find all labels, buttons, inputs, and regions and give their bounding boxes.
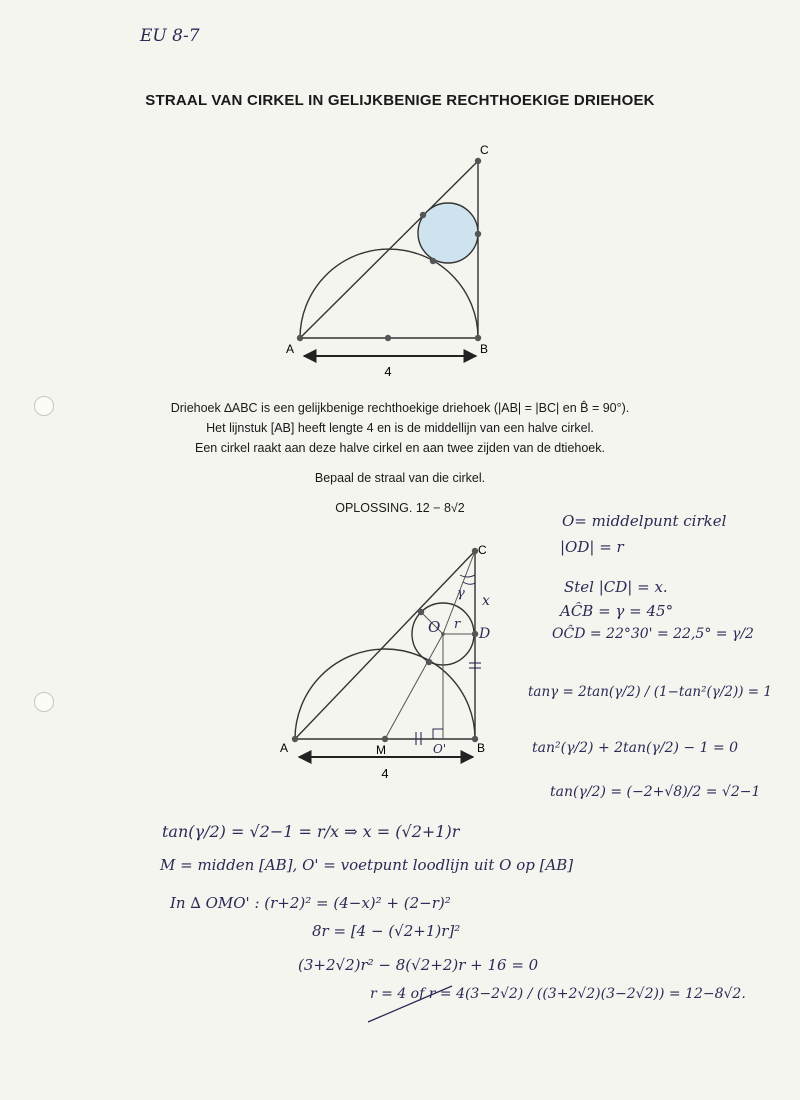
note-angle-ocd: OĈD = 22°30' = 22,5° = γ/2: [552, 626, 754, 642]
problem-line-1: Driehoek ∆ABC is een gelijkbenige rechthoekige driehoek (|AB| = |BC| en B̂ = 90°).: [170, 401, 630, 415]
label-c: C: [480, 143, 489, 157]
label-gamma: γ: [457, 586, 465, 601]
label-d: D: [479, 626, 491, 642]
tangent-circle: [418, 203, 478, 263]
side-ac-2: [295, 551, 475, 739]
note-set-x: Stel |CD| = x.: [564, 578, 668, 596]
label-o: O: [428, 618, 441, 636]
problem-line-3: Een cirkel raakt aan deze halve cirkel en aan twee zijden van de dtiehoek.: [195, 441, 605, 455]
note-tan-half: tan(γ/2) = (−2+√8)/2 = √2−1: [550, 784, 761, 800]
label-c-2: C: [478, 543, 487, 557]
strike-through-mark: [360, 980, 460, 1030]
point-c: [475, 158, 481, 164]
label-x: x: [482, 593, 490, 609]
problem-line-2: Het lijnstuk [AB] heeft lengte 4 en is de middellijn van een halve cirkel.: [206, 421, 594, 435]
problem-question: Bepaal de straal van die cirkel.: [314, 471, 486, 485]
length-label: 4: [384, 364, 392, 379]
point-tangent-semi: [430, 258, 436, 264]
derivation-line-2: M = midden [AB], O' = voetpunt loodlijn uit O op [AB]: [160, 856, 574, 874]
point-a: [297, 335, 303, 341]
note-center: O= middelpunt cirkel: [562, 512, 727, 530]
label-m: M: [376, 743, 386, 757]
point-tangent-hyp: [420, 212, 426, 218]
solution-line: OPLOSSING. 12 − 8√2: [335, 501, 465, 515]
right-angle-mark: [433, 729, 443, 739]
figure-2: [270, 535, 520, 785]
label-a-2: A: [280, 741, 289, 755]
punch-hole-bottom: [34, 692, 54, 712]
label-b-2: B: [477, 741, 486, 755]
point-b: [475, 335, 481, 341]
figure-1: [270, 135, 510, 385]
page-title: STRAAL VAN CIRKEL IN GELIJKBENIGE RECHTHOEKIGE DRIEHOEK: [145, 92, 655, 109]
label-r: r: [454, 617, 461, 632]
corner-note: EU 8-7: [140, 26, 200, 46]
derivation-line-1: tan(γ/2) = √2−1 = r/x ⇒ x = (√2+1)r: [162, 822, 460, 841]
point-midpoint: [385, 335, 391, 341]
note-angle-acb: AĈB = γ = 45°: [560, 602, 674, 620]
note-tan-gamma: tanγ = 2tan(γ/2) / (1−tan²(γ/2)) = 1: [528, 684, 772, 700]
length-label-2: 4: [381, 766, 389, 781]
derivation-line-4: 8r = [4 − (√2+1)r]²: [312, 922, 461, 940]
derivation-line-3: In ∆ OMO' : (r+2)² = (4−x)² + (2−r)²: [170, 894, 451, 912]
note-radius: |OD| = r: [560, 538, 624, 556]
point-tangent-bc: [475, 231, 481, 237]
label-a: A: [286, 342, 295, 356]
derivation-line-6: r = 4 of r = 4(3−2√2) / ((3+2√2)(3−2√2)) = 12−8√2.: [370, 986, 746, 1002]
note-quadratic: tan²(γ/2) + 2tan(γ/2) − 1 = 0: [532, 740, 739, 756]
label-o-prime: O': [433, 742, 447, 756]
semicircle-2: [295, 649, 475, 739]
derivation-line-5: (3+2√2)r² − 8(√2+2)r + 16 = 0: [298, 956, 539, 974]
label-b: B: [480, 342, 489, 356]
